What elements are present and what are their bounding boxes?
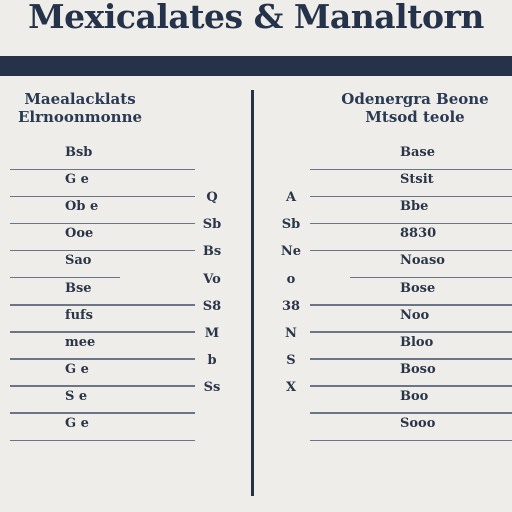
left-row-text: Ooe	[65, 226, 94, 242]
middle-right-symbol: X	[285, 379, 297, 395]
right-row	[310, 143, 512, 170]
middle-right-symbol: o	[286, 271, 296, 287]
right-row-text: Noo	[400, 307, 430, 323]
right-row-text: Bose	[400, 280, 436, 296]
left-header-line2: Elrnoonmonne	[17, 108, 143, 126]
middle-left-symbol: Sb	[202, 217, 222, 233]
middle-left-symbol: S8	[202, 298, 222, 314]
center-divider	[251, 90, 254, 496]
left-row-text: mee	[65, 334, 96, 350]
right-row-text: 8830	[400, 226, 437, 242]
left-row-text: Bse	[65, 280, 92, 296]
left-row-text: G e	[65, 172, 89, 188]
middle-left-symbol: M	[204, 325, 220, 341]
left-row	[10, 360, 195, 387]
left-row-rule	[10, 440, 195, 442]
left-row-text: Bsb	[65, 145, 93, 160]
right-row	[310, 197, 512, 224]
left-row	[10, 387, 195, 414]
left-row-text: Ob e	[65, 199, 99, 215]
left-row	[10, 143, 195, 170]
left-row	[10, 414, 195, 441]
right-row-text: Bbe	[400, 199, 429, 215]
middle-right-symbol: Sb	[281, 217, 301, 233]
middle-right-symbol: 38	[281, 298, 301, 314]
middle-right-symbol: Ne	[280, 244, 302, 260]
right-row	[310, 251, 512, 278]
left-row-text: S e	[65, 388, 88, 404]
left-row	[10, 279, 195, 306]
header-bar	[0, 56, 512, 76]
middle-right-symbol: A	[285, 190, 297, 206]
left-row-text: G e	[65, 361, 89, 377]
left-row	[10, 333, 195, 360]
middle-left-symbol: Q	[206, 190, 218, 206]
middle-right-symbol: N	[285, 325, 297, 341]
middle-right-symbol: S	[286, 352, 296, 368]
right-row-text: Sooo	[400, 416, 436, 431]
middle-left-symbol: Vo	[203, 271, 221, 287]
right-row	[310, 170, 512, 197]
right-header-line1: Odenergra Beone	[341, 90, 489, 108]
middle-left-symbol: b	[207, 352, 217, 368]
right-row	[310, 333, 512, 360]
left-row	[10, 306, 195, 333]
page-title: Mexicalates & Manaltorn	[28, 0, 484, 36]
right-row-text: Boso	[400, 361, 436, 377]
right-row-text: Stsit	[400, 172, 434, 188]
middle-left-symbol: Bs	[202, 244, 222, 260]
right-row	[310, 360, 512, 387]
right-row	[310, 279, 512, 306]
left-header-line1: Maealacklats	[24, 90, 136, 108]
left-column-header	[0, 90, 160, 126]
right-row	[310, 224, 512, 251]
right-row-text: Bloo	[400, 334, 434, 350]
left-row	[10, 170, 195, 197]
right-row-text: Base	[400, 145, 436, 160]
right-row	[310, 414, 512, 441]
right-row-text: Noaso	[400, 253, 445, 269]
right-row-text: Boo	[400, 388, 429, 404]
middle-left-symbol: Ss	[203, 379, 221, 395]
left-row	[10, 197, 195, 224]
right-column-header	[330, 90, 500, 126]
left-row-text: Sao	[65, 253, 92, 269]
right-row-rule	[310, 440, 512, 442]
right-header-line2: Mtsod teole	[365, 108, 465, 126]
left-row	[10, 224, 195, 251]
left-row	[10, 251, 195, 278]
left-row-text: fufs	[65, 307, 93, 323]
left-row-text: G e	[65, 416, 89, 431]
right-row	[310, 387, 512, 414]
right-row	[310, 306, 512, 333]
